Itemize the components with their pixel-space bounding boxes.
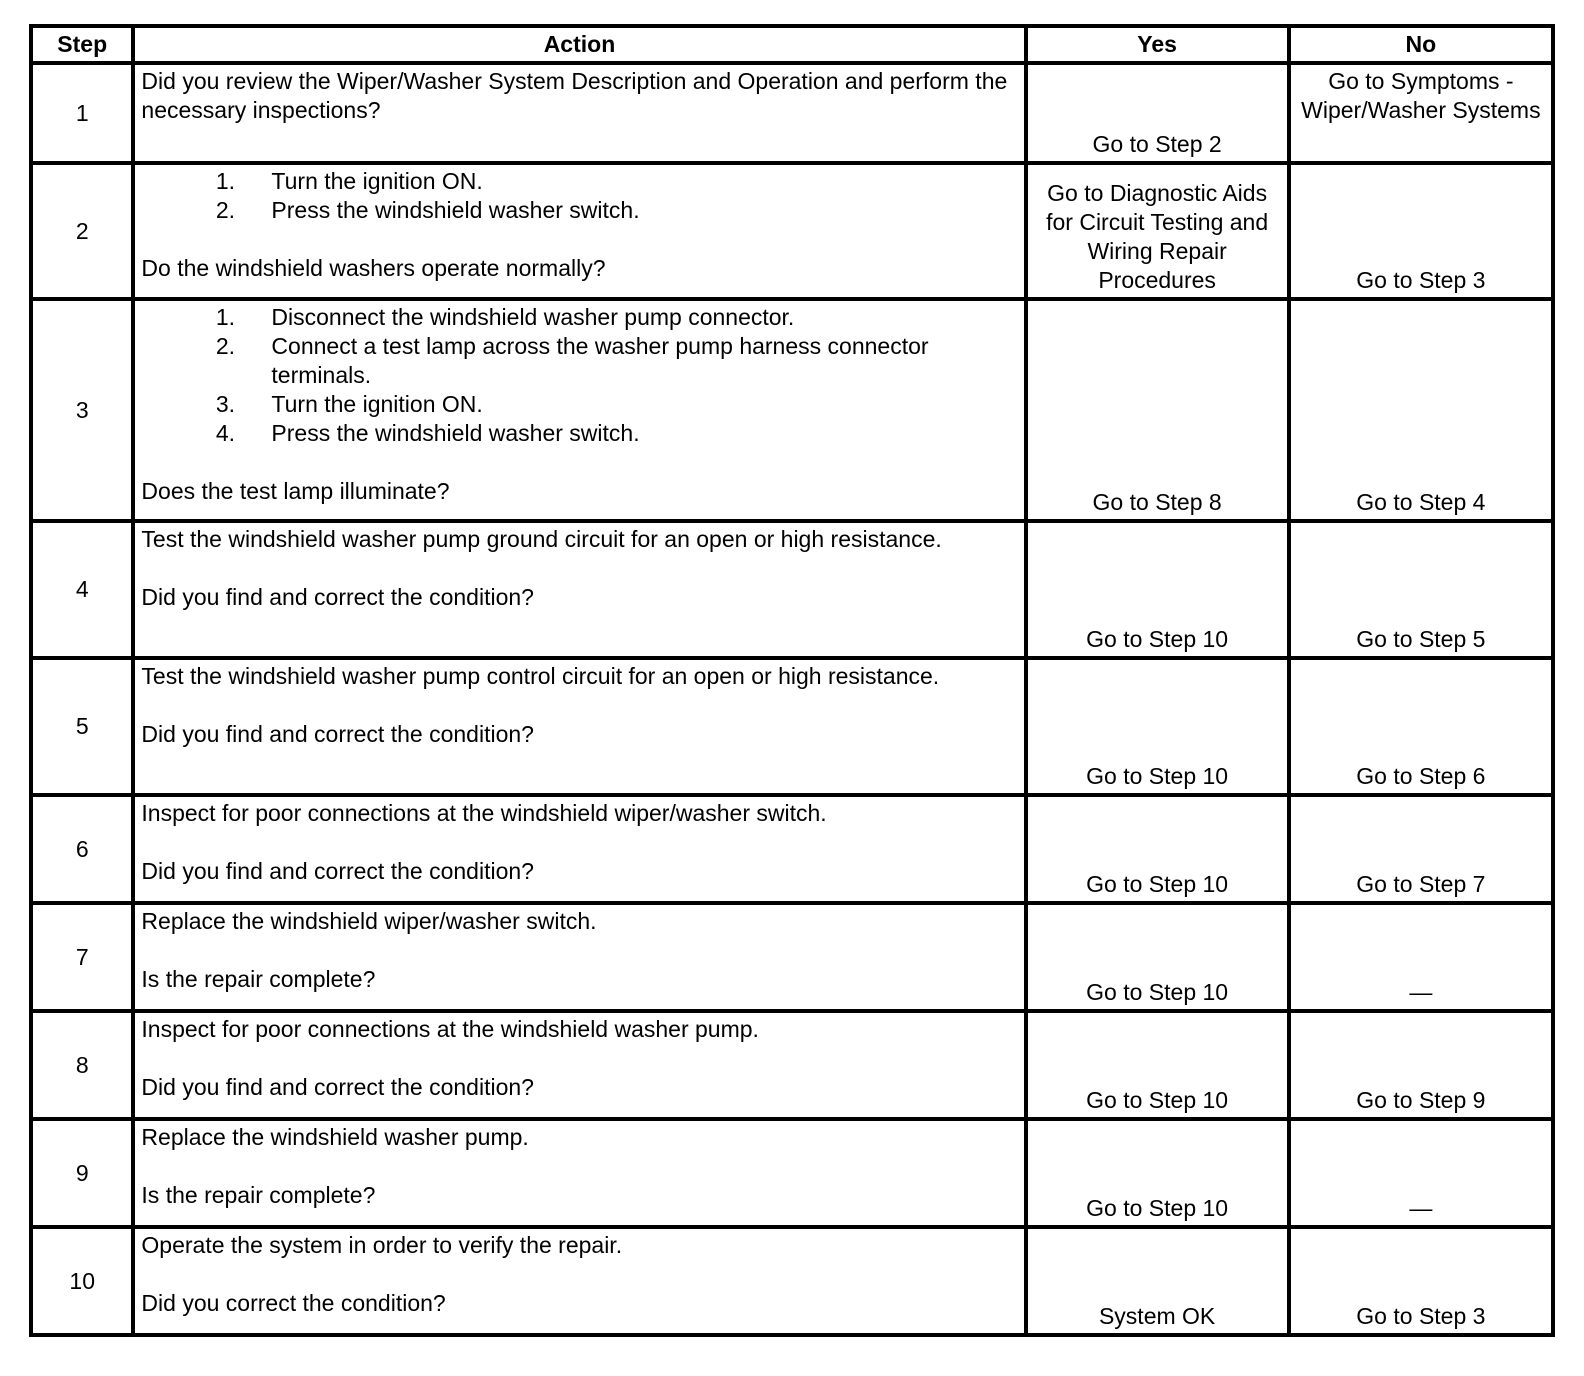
no-result: Go to Step 7 — [1289, 795, 1553, 903]
step-number: 10 — [31, 1227, 133, 1335]
action-question: Did you find and correct the condition? — [141, 584, 534, 610]
action-text: Did you review the Wiper/Washer System Description and Operation and perform the necessary inspections? — [141, 68, 1008, 123]
yes-result: Go to Step 10 — [1026, 903, 1289, 1011]
yes-result: Go to Step 2 — [1026, 63, 1289, 163]
table-row — [31, 163, 1553, 299]
action-question: Is the repair complete? — [141, 1182, 376, 1208]
no-result: Go to Step 3 — [1289, 163, 1553, 299]
action-cell — [133, 163, 1025, 299]
action-steps — [141, 167, 1017, 225]
yes-result: Go to Step 10 — [1026, 521, 1289, 658]
yes-result: Go to Step 8 — [1026, 299, 1289, 521]
action-cell — [133, 521, 1025, 658]
yes-result: Go to Step 10 — [1026, 1119, 1289, 1227]
no-result: Go to Step 6 — [1289, 658, 1553, 795]
table-row — [31, 795, 1553, 903]
action-question: Did you correct the condition? — [141, 1290, 446, 1316]
table-row — [31, 658, 1553, 795]
step-number: 6 — [31, 795, 133, 903]
action-question: Did you find and correct the condition? — [141, 721, 534, 747]
no-result: — — [1289, 903, 1553, 1011]
action-text: Inspect for poor connections at the windshield wiper/washer switch. — [141, 800, 827, 826]
step-number: 3 — [31, 299, 133, 521]
action-text: Test the windshield washer pump ground circuit for an open or high resistance. — [141, 526, 942, 552]
table-row — [31, 1011, 1553, 1119]
action-cell — [133, 63, 1025, 163]
action-step-item: 1. Disconnect the windshield washer pump connector. — [241, 303, 1017, 332]
action-cell — [133, 1227, 1025, 1335]
step-number: 4 — [31, 521, 133, 658]
step-number: 7 — [31, 903, 133, 1011]
yes-result: Go to Step 10 — [1026, 795, 1289, 903]
table-row — [31, 299, 1553, 521]
action-question: Did you find and correct the condition? — [141, 858, 534, 884]
step-number: 9 — [31, 1119, 133, 1227]
action-question: Is the repair complete? — [141, 966, 376, 992]
table-row — [31, 903, 1553, 1011]
diagnostic-table — [29, 24, 1555, 1337]
yes-result: Go to Step 10 — [1026, 1011, 1289, 1119]
action-text: Replace the windshield wiper/washer switch. — [141, 908, 597, 934]
table-row — [31, 521, 1553, 658]
action-step-item: 4. Press the windshield washer switch. — [241, 419, 1017, 448]
header-no: No — [1289, 26, 1553, 63]
action-steps — [141, 303, 1017, 448]
action-question: Do the windshield washers operate normally? — [141, 255, 606, 281]
table-row — [31, 1227, 1553, 1335]
action-question: Does the test lamp illuminate? — [141, 478, 450, 504]
action-step-item: 3. Turn the ignition ON. — [241, 390, 1017, 419]
action-text: Inspect for poor connections at the windshield washer pump. — [141, 1016, 759, 1042]
no-result: Go to Symptoms - Wiper/Washer Systems — [1289, 63, 1553, 163]
header-action: Action — [133, 26, 1025, 63]
header-row — [31, 26, 1553, 63]
action-step-item: 2. Connect a test lamp across the washer pump harness connector terminals. — [241, 332, 1017, 390]
yes-result: Go to Step 10 — [1026, 658, 1289, 795]
no-result: — — [1289, 1119, 1553, 1227]
table-row — [31, 1119, 1553, 1227]
action-text: Test the windshield washer pump control circuit for an open or high resistance. — [141, 663, 940, 689]
step-number: 8 — [31, 1011, 133, 1119]
table-row — [31, 63, 1553, 163]
action-step-item: 1. Turn the ignition ON. — [241, 167, 1017, 196]
step-number: 2 — [31, 163, 133, 299]
no-result: Go to Step 4 — [1289, 299, 1553, 521]
action-cell — [133, 903, 1025, 1011]
action-cell — [133, 795, 1025, 903]
action-cell — [133, 1011, 1025, 1119]
action-text: Operate the system in order to verify the repair. — [141, 1232, 623, 1258]
yes-result: Go to Diagnostic Aids for Circuit Testing and Wiring Repair Procedures — [1026, 163, 1289, 299]
action-text: Replace the windshield washer pump. — [141, 1124, 529, 1150]
no-result: Go to Step 9 — [1289, 1011, 1553, 1119]
action-cell — [133, 299, 1025, 521]
yes-result: System OK — [1026, 1227, 1289, 1335]
no-result: Go to Step 5 — [1289, 521, 1553, 658]
action-cell — [133, 1119, 1025, 1227]
action-question: Did you find and correct the condition? — [141, 1074, 534, 1100]
action-cell — [133, 658, 1025, 795]
step-number: 1 — [31, 63, 133, 163]
header-step: Step — [31, 26, 133, 63]
header-yes: Yes — [1026, 26, 1289, 63]
no-result: Go to Step 3 — [1289, 1227, 1553, 1335]
step-number: 5 — [31, 658, 133, 795]
action-step-item: 2. Press the windshield washer switch. — [241, 196, 1017, 225]
